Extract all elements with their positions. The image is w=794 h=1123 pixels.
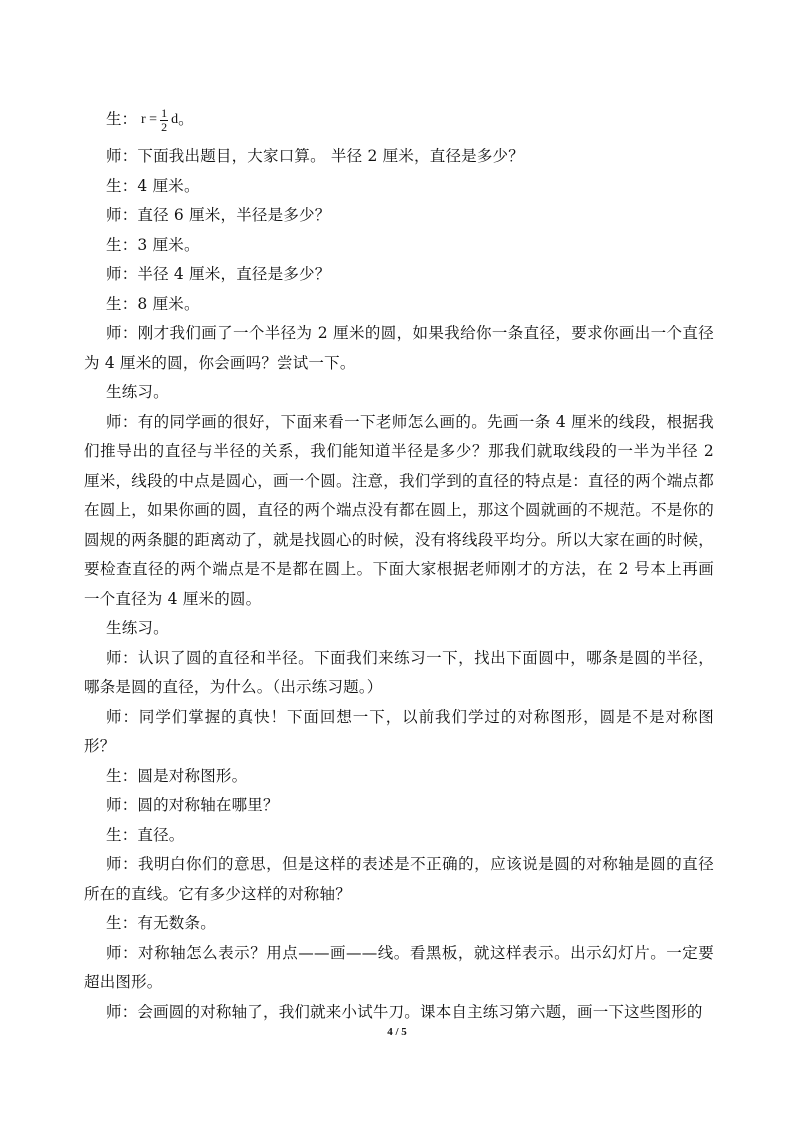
fraction-denominator: 2: [161, 119, 168, 134]
fraction-numerator: 1: [161, 105, 168, 120]
paragraph: 生练习。: [106, 383, 169, 401]
speaker-label: 生：: [106, 110, 138, 129]
radius-formula: [141, 105, 178, 135]
paragraph: 师：同学们掌握的真快！下面回想一下，以前我们学过的对称图形，圆是不是对称图形？: [84, 707, 714, 755]
fraction: [160, 107, 168, 134]
formula-end-punctuation: 。: [178, 110, 194, 129]
document-body: [84, 98, 714, 1027]
paragraph: 生：直径。: [106, 825, 185, 844]
paragraph: 师：我明白你们的意思，但是这样的表述是不正确的，应该说是圆的对称轴是圆的直径所在的直线。它有多少这样的对称轴？: [84, 855, 714, 903]
paragraph: 师：直径 6 厘米，半径是多少？: [106, 206, 331, 224]
formula-lhs: r =: [141, 112, 158, 128]
paragraph: 师：有的同学画的很好，下面来看一下老师怎么画的。先画一条 4 厘米的线段，根据我们推导出的直径与半径的关系，我们能知道半径是多少？那我们就取线段的一半为半径 2 厘米，线段的中点是圆心，画一个圆。注意，我们学到的直径的特点是：直径的两个端点都在圆上，如果你画的圆，直径的两个端点没有都在圆上，那这个圆就画的不规范。不是你的圆规的两条腿的距离动了，就是找圆心的时候，没有将线段平均分。所以大家在画的时候，要检查直径的两个端点是不是都在圆上。下面大家根据老师刚才的方法，在 2 号本上再画一个直径为 4 厘米的圆。: [84, 412, 714, 608]
formula-paragraph: [84, 98, 714, 142]
paragraph: 师：半径 4 厘米，直径是多少？: [106, 265, 331, 283]
paragraph: 生：3 厘米。: [106, 235, 200, 254]
paragraph: 师：下面我出题目，大家口算。 半径 2 厘米，直径是多少？: [106, 147, 524, 165]
paragraph: 生：圆是对称图形。: [106, 766, 248, 785]
formula-variable: d: [171, 112, 179, 128]
page-number: 4 / 5: [387, 1026, 407, 1038]
paragraph: 生：有无数条。: [106, 914, 216, 932]
paragraph: 师：对称轴怎么表示？用点——画——线。看黑板，就这样表示。出示幻灯片。一定要超出图形。: [84, 943, 714, 991]
paragraph: 师：认识了圆的直径和半径。下面我们来练习一下，找出下面圆中，哪条是圆的半径，哪条是圆的直径，为什么。（出示练习题。）: [84, 648, 714, 696]
paragraph: 生：8 厘米。: [106, 294, 200, 313]
paragraph: 师：会画圆的对称轴了，我们就来小试牛刀。课本自主练习第六题，画一下这些图形的: [106, 1002, 703, 1021]
paragraph: 师：圆的对称轴在哪里？: [106, 796, 279, 814]
paragraph: 生练习。: [106, 619, 169, 637]
paragraph: 师：刚才我们画了一个半径为 2 厘米的圆，如果我给你一条直径，要求你画出一个直径为 4 厘米的圆，你会画吗？尝试一下。: [84, 324, 714, 372]
paragraph: 生：4 厘米。: [106, 176, 200, 195]
